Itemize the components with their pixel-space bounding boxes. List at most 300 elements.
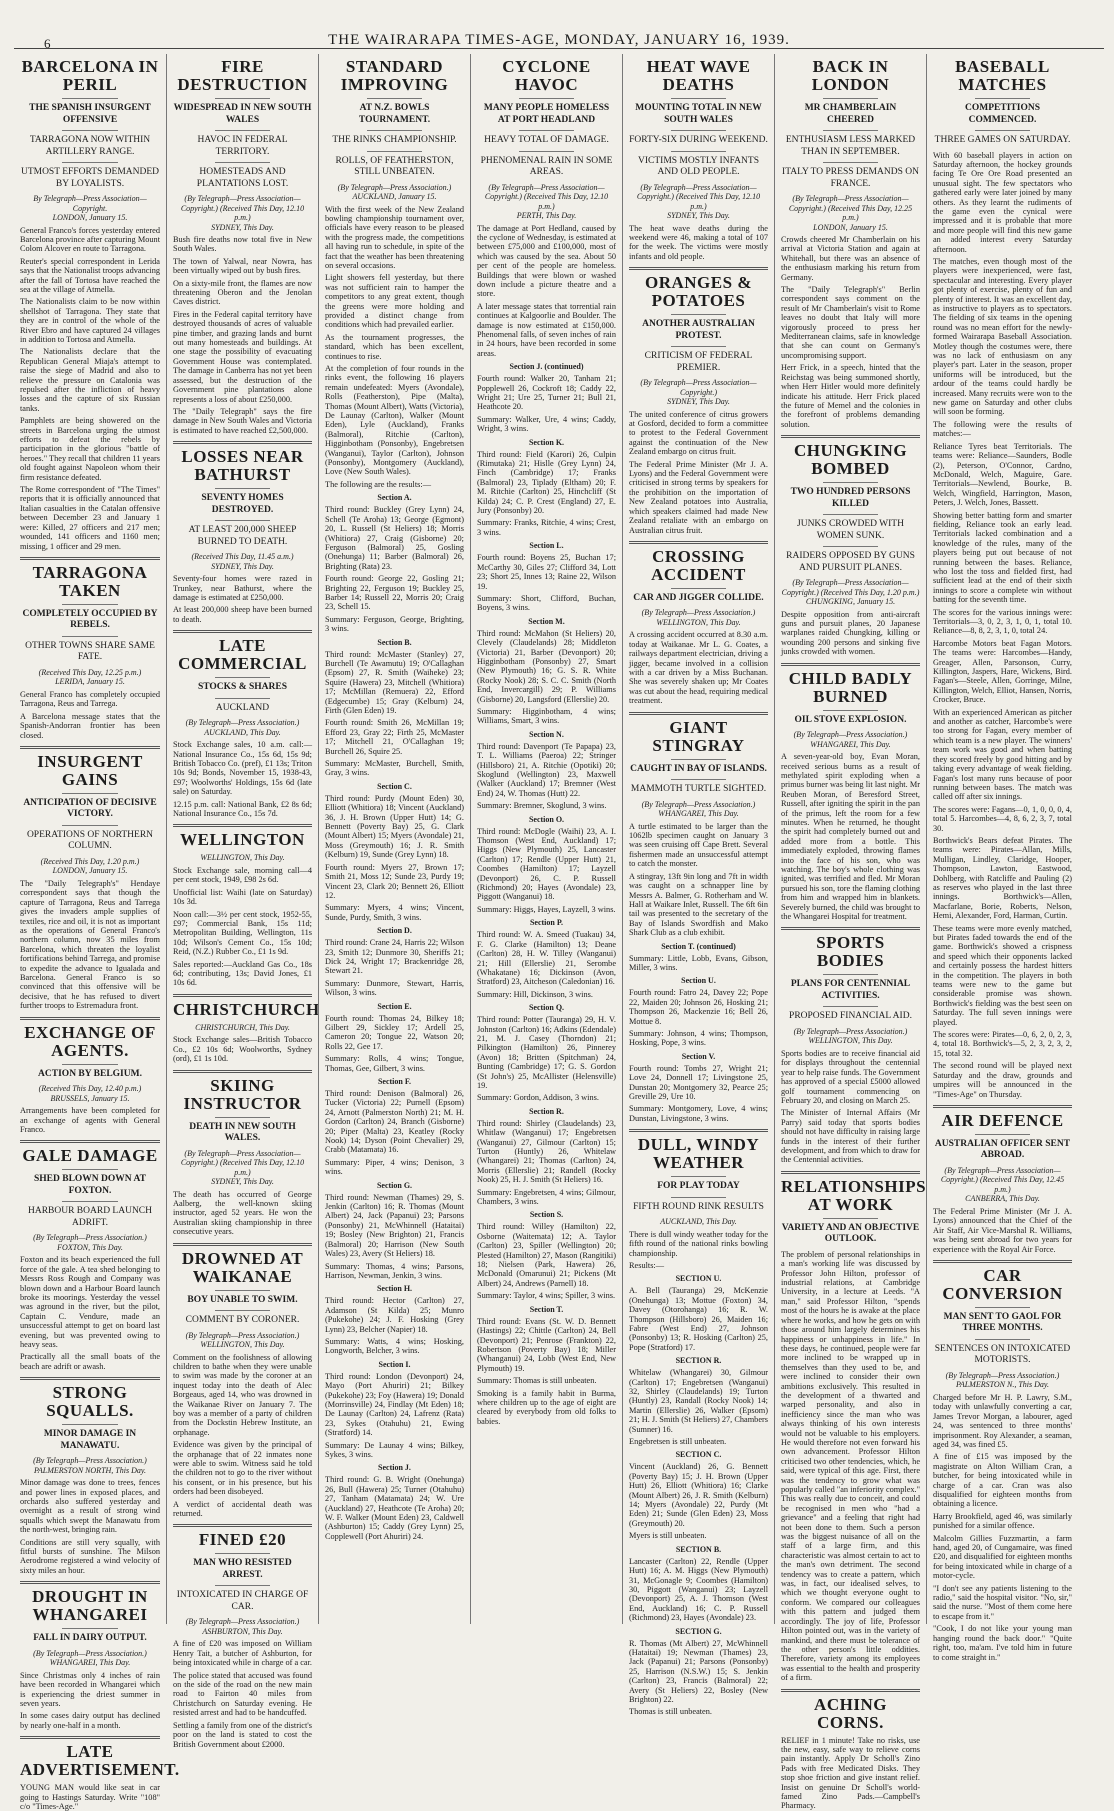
deck-rule [823,1218,879,1219]
wire-credit: (By Telegraph—Press Association.) [793,1026,908,1036]
deck-rule [671,1197,727,1198]
article-paragraph: Fourth round: George 22, Gosling 21; Brighting 22, Ferguson 19; Buckley 25, Barber 14; Russell 22, Morris 20; Craig 23, Schell 15. [325,574,464,612]
article-deck: TWO HUNDRED PERSONS KILLED [790,487,911,509]
article-paragraph: A fine of £20 was imposed on William Henry Tait, a butcher of Ashburton, for being intoxicated while in charge of a car. [173,1639,312,1668]
article-paragraph: Harry Brookfield, aged 46, was similarly punished for a similar offence. [933,1511,1072,1531]
article-deck: AUSTRALIAN OFFICER SENT ABROAD. [934,1138,1071,1161]
article [629,267,768,535]
article-paragraph: At least 200,000 sheep have been burned to death. [173,605,312,624]
deck-rule [215,1585,271,1586]
article-paragraph: Summary: Ferguson, George, Brighting, 3 wins. [325,614,464,634]
article-paragraph: Unofficial list: Waihi (late on Saturday) 10s 3d. [173,887,312,907]
article-headline: CHRISTCHURCH [173,999,320,1019]
deck-rule [671,151,727,152]
section-heading: SECTION G. [675,1626,722,1636]
article-paragraph: A stingray, 13ft 9in long and 7ft in width was caught on a schnapper line by Messrs A. Balmer, G. Rotherham and W. Hall at Waikare Inlet, Russell. The 6ft 6in tail was presented to the secretary of the Bay of Islands Swordfish and Mako Shark Club as a club exhibit. [629,871,768,938]
article-paragraph: The "Daily Telegraph's" Berlin correspondent says comment on the result of Mr Chamberlain's visit to Rome leaves no doubt that Italy will more vigorously proceed to press her Mediterranean claims, safe in knowledge that she can count on Germany's uncompromising support. [781,285,920,360]
article-deck: RAIDERS OPPOSED BY GUNS AND PURSUIT PLANES. [786,551,915,573]
article-paragraph: Minor damage was done to trees, fences and power lines in exposed places, and orchards also suffered yesterday and overnight as a result of strong wind squalls which swept the Manawatu from the north-west, bringing rain. [20,1478,160,1535]
section-heading: Section J. (continued) [509,362,584,372]
article-paragraph: Summary: Piper, 4 wins; Denison, 3 wins. [325,1157,464,1177]
article [629,1450,768,1540]
dateline: AUCKLAND, January 15. [352,192,437,201]
article [629,1129,768,1270]
article-paragraph: The death has occurred of George Aalberg, the well-known skiing instructor, aged 52 years. He won the Australian skiing championship in three consecutive years. [173,1189,312,1237]
article-paragraph: Summary: Montgomery, Love, 4 wins; Dunstan, Livingstone, 3 wins. [629,1104,768,1123]
wire-credit: (By Telegraph—Press Association.) [185,1330,300,1340]
article-paragraph: The town of Yalwal, near Nowra, has been virtually wiped out by bush fires. [173,256,312,276]
article-paragraph: Vincent (Auckland) 26, G. Bennett (Poverty Bay) 15; J. H. Brown (Upper Hutt) 26, Elliott (Whitiora) 16; Clarke (Mount Albert) 26, J. R. Smith (Kelburn) 14; Myers (Avondale) 22, Purdy (Mt Eden) 21; Sunde (Glen Eden) 23, Moss (Greymouth) 20. [629,1462,768,1528]
section-heading: SECTION U. [675,1274,722,1284]
article [20,1581,160,1730]
deck-rule [215,488,271,489]
section-heading: Section G. [376,1180,413,1190]
article [629,1356,768,1446]
article-paragraph: Summary: Franks, Ritchie, 4 wins; Crest, 3 wins. [477,518,616,537]
article [20,1017,160,1135]
dateline: AUCKLAND, This Day. [204,727,281,737]
deck-rule [215,1290,271,1291]
wire-credit: (By Telegraph—Press Association.) [185,1617,300,1627]
article [477,58,616,358]
article-deck: COMMENT BY CORONER. [185,1315,300,1326]
dateline: SYDNEY, This Day. [211,1177,274,1186]
article-paragraph: Third round: McMaster (Stanley) 27, Burchell (Te Awamutu) 19; O'Callaghan (Epsom) 27, R. Smith (Waiheke) 23; Squire (Hawera) 23, Mitchell (Whitiora) 17; McMillan (Remuera) 22, Efford (Edgecumbe) 15; Gray (Kelburn) 24, Firth (Glen Eden) 19. [325,649,464,715]
article [477,918,616,999]
dateline: CANBERRA, This Day. [965,1194,1040,1204]
article-deck: ACTION BY BELGIUM. [38,1068,142,1079]
article-paragraph: Fourth round: Walker 20, Tanham 21; Popplewell 26, Cockroft 18; Caddy 22, Wright 21; Ure 25, Turner 21; Bull 21, Heathcote 20. [477,374,616,412]
news-column [318,54,470,1624]
article-paragraph: Light showers fell yesterday, but there was not sufficient rain to hamper the competitors to any great extent, though the greens were more holding and provided a distinct change from conditions which had prevailed earlier. [325,273,464,330]
article-paragraph: Third round: Buckley (Grey Lynn) 24, Schell (Te Aroha) 13; George (Egmont) 20, L. Russell (St Heliers) 18; Morris (Whitiora) 27, Craig (Gisborne) 20; Ferguson (Balmoral) 25, Gosling (Onehunga) 11; Barber (Balmoral) 26, Brighting (Rata) 23. [325,505,464,571]
article-paragraph: Bush fire deaths now total five in New South Wales. [173,235,312,254]
article [325,782,464,922]
deck-rule [975,1339,1031,1340]
article [629,541,768,706]
article-paragraph: Summary: Watts, 4 wins; Hosking, Longworth, Belcher, 3 wins. [325,1336,464,1356]
article-divider [629,1129,768,1132]
deck-rule [62,1628,118,1629]
article-headline: DROWNED AT WAIKANAE [181,1248,304,1286]
article-paragraph: The "Daily Telegraph's" Hendaye correspondent says that though the capture of Tarragona, Reus and Tarrega gives the invaders ample supplies of textiles, rice and oil, it is not as important as the operations of General Franco's northern column, now 35 miles from Barcelona, which threaten the loyalist fortifications behind Tarrega, and promise to expedite the advance to Igualada and Barcelona. General Franco is so convinced that this offensive will be decisive, that he has refused to divert further troops to Estremadura front. [20,878,160,1011]
article [629,58,768,261]
deck-rule [367,98,423,99]
article-paragraph: Charged before Mr H. P. Lawry, S.M., today with unlawfully converting a car, James Trevor Morgan, a labourer, aged 24, was sentenced to three months' imprisonment. Roy Alexander, a seaman, aged 34, was fined £5. [933,1392,1072,1449]
masthead-rule [14,48,1104,49]
article-paragraph: Third round: Denison (Balmoral) 26, Tucker (Victoria) 22; Purnell (Epsom) 24, Arnott (Palmerston North) 21; M. H. Gordon (Carlton) 24, Branch (Gisborne) 20; Piper (Malta) 23, Keatley (Rocky Nook) 14; Dyson (Point Chevalier) 29, Crabb (Matamata) 16. [325,1089,464,1155]
wire-credit: (By Telegraph—Press Association.) [945,1370,1060,1380]
deck-rule [823,546,879,547]
deck-rule [62,162,118,163]
dateline: LONDON, January 15. [813,222,888,232]
article-paragraph: The Federal Prime Minister (Mr J. A. Lyons) announced that the Chief of the Air Staff, Air Vice-Marshal R. Williams, was being sent abroad for two years for experience with the Royal Air Force. [933,1206,1072,1254]
article-deck: FALL IN DAIRY OUTPUT. [33,1633,147,1644]
article-paragraph: The "Daily Telegraph" says the fire damage in New South Wales and Victoria is estimated to have reached £2,500,000. [173,406,312,435]
article-deck: ROLLS, OF FEATHERSTON, STILL UNBEATEN. [335,155,454,177]
article-headline: CAR CONVERSION [942,1265,1063,1303]
news-column [470,54,622,1624]
dateline: PERTH, This Day. [516,211,577,220]
article-paragraph: Herr Frick, in a speech, hinted that the Reichstag was being summoned shortly, when Herr Hitler would more definitely indicate his attitude. Herr Frick placed the future of Memel and the colonies in the forefront of problems demanding solution. [781,363,920,429]
deck-rule [975,98,1031,99]
article [325,58,464,489]
article-paragraph: Stock Exchange sales, 10 a.m. call:—National Insurance Co., 15s 6d, 15s 9d; British Tobacco Co. (pref), £1 13s; Triton 10s 9d; Bonds, November 15, 1938-43, £97; Woolworths' Holdings, 15s 6d (late sale) on Saturday. [173,740,312,797]
article-deck: TARRAGONA NOW WITHIN ARTILLERY RANGE. [29,135,151,157]
article-deck: CRITICISM OF FEDERAL PREMIER. [644,351,753,373]
article-paragraph: Third round: McMahon (St Heliers) 20, Clevely (Claudelands) 28; Middleton (Victoria) 21, Barber (Devonport) 20; Higginbotham (Ponsonby) 27, Smart (New Plymouth) 16; G. S. R. White (Rocky Nook) 28; S. C. C. Smith (North End, Invercargill) 29; P. Williams (Gisborne) 20, Langsford (Ellerslie) 20. [477,628,616,704]
article [629,1545,768,1623]
article-paragraph: The united conference of citrus growers at Gosford, decided to form a committee to protest to the Federal Government against the continuation of the New Zealand embargo on citrus fruit. [629,409,768,457]
article-headline: SPORTS BODIES [816,933,885,971]
article-paragraph: Myers is still unbeaten. [629,1531,707,1541]
article [933,1105,1072,1254]
article-paragraph: Summary: Taylor, 4 wins; Spiller, 3 wins. [477,1291,616,1301]
article-paragraph: Since Christmas only 4 inches of rain have been recorded in Whangarei which is experiencing the driest summer in seven years. [20,1670,160,1708]
section-heading: Section R. [529,1106,564,1116]
article-paragraph: Summary: Higgs, Hayes, Layzell, 3 wins. [477,904,616,914]
article-paragraph: Third round: Crane 24, Harris 22; Wilson 23, Smith 12; Dunmore 30, Sheriffs 21; Dick 24, Wright 17; Brackenridge 28, Stewart 21. [325,938,464,976]
article [20,1377,160,1575]
article [477,1210,616,1300]
article-headline: GIANT STINGRAY [652,717,745,755]
section-heading: Section S. [529,1210,564,1220]
article-deck: SEVENTY HOMES DESTROYED. [201,493,284,515]
article-paragraph: These teams were more evenly matched, but Pirates faded towards the end of the game. Borthwick's showed a crispness and speed which their opponents lacked and certainly possess the hardest hitters in the competition. The players in both teams were new to the game but considerable promise was shown. Borthwick's fielding was the best seen on Saturday. The full seven innings were played. [933,923,1072,1027]
article-headline: WELLINGTON [180,830,305,850]
article-paragraph: 12.15 p.m. call: National Bank, £2 8s 6d; National Insurance Co., 15s 7d. [173,799,312,818]
page-number: 6 [44,36,51,51]
article-deck: HOMESTEADS AND PLANTATIONS LOST. [196,167,289,189]
article-headline: BARCELONA IN PERIL [21,57,159,94]
newspaper-columns [14,54,1104,1811]
section-heading: Section D. [377,926,412,936]
article [477,541,616,612]
section-heading: Section E. [377,1001,412,1011]
deck-rule [671,346,727,347]
section-heading: Section I. [378,1359,411,1369]
article-divider [781,1171,920,1174]
deck-rule [215,162,271,163]
article [325,1360,464,1460]
article-headline: BACK IN LONDON [811,57,890,94]
section-heading: Section V. [681,1051,716,1061]
article [325,638,464,778]
article-deck: SHED BLOWN DOWN AT FOXTON. [34,1174,146,1196]
article-deck: FIFTH ROUND RINK RESULTS [633,1201,764,1212]
article [781,927,920,1164]
article-headline: RELATIONSHIPS AT WORK [781,1176,927,1214]
article-deck: WIDESPREAD IN NEW SOUTH WALES [173,103,312,125]
section-heading: Section J. [378,1463,411,1473]
deck-rule [975,1307,1031,1308]
wire-credit: (By Telegraph—Press Association.) [641,799,756,809]
article-divider [781,435,920,438]
article-paragraph: Evidence was given by the principal of the orphanage that of 22 inmates none were able to swim. Witness said he told the children not to go to the river without his consent, or in his presence, but his orders had been disobeyed. [173,1440,312,1497]
article [477,362,616,433]
article [325,1284,464,1355]
deck-rule [823,482,879,483]
article-paragraph: Third round: Davenport (Te Papapa) 23, T. L. Williams (Paeroa) 22; Stringer (Hillsboro) 21, A. Ritchie (Opotiki) 20; Skoglund (Wellington) 23, Maxwell (Walker (Auckland) 17; Bremner (West End) 24, W. Thomas (Hutt) 22. [477,741,616,798]
deck-rule [367,130,423,131]
article [325,1077,464,1177]
article-paragraph: Summary: Engebretsen, 4 wins; Gilmour, Chambers, 3 wins. [477,1187,616,1207]
article-divider [20,746,160,749]
deck-rule [823,130,879,131]
article-headline: DULL, WINDY WEATHER [637,1135,760,1173]
article-headline: CYCLONE HAVOC [502,57,591,94]
article-divider [173,441,312,444]
article [20,557,160,740]
wire-credit: (By Telegraph—Press Association—Copyright.) (Received This Day, 12.45 p.m.) [940,1165,1065,1194]
article-paragraph: On a sixty-mile front, the flames are now threatening Oberon and the Jenolan Caves district. [173,278,312,307]
section-heading: SECTION C. [675,1450,722,1460]
article-headline: ACHING CORNS. [814,1694,887,1732]
wire-credit: (Received This Day, 1.20 p.m.) [40,856,140,866]
wire-credit: (By Telegraph—Press Association.) [33,1456,147,1466]
dateline: CHRISTCHURCH, This Day. [195,1022,290,1032]
dateline: SYDNEY, This Day. [211,561,274,571]
article [933,58,1072,1099]
article-paragraph: Reuter's special correspondent in Lerida says that the Nationalist troops advancing after the fall of Tortosa have reached the sea at the village of Atmella. [20,256,160,294]
article [325,1181,464,1281]
article-paragraph: Summary: McMaster, Burchell, Smith, Gray, 3 wins. [325,759,464,778]
article [477,617,616,726]
article-divider [20,1017,160,1020]
article [629,1274,768,1352]
article-divider [173,1070,312,1073]
article-headline: CHUNGKING BOMBED [793,441,908,479]
article-divider [781,663,920,666]
article [477,1107,616,1207]
article-paragraph: Summary: Higginbotham, 4 wins; Williams, Smart, 3 wins. [477,706,616,726]
article-paragraph: Summary: Dunmore, Stewart, Harris, Wilson, 3 wins. [325,978,464,998]
article-deck: PLANS FOR CENTENNIAL ACTIVITIES. [790,979,911,1001]
article-paragraph: Third round: Evans (St. W. D. Bennett (Hastings) 22; Chittle (Carlton) 24, Bell (Devonport) 21; Penrose (Frankton) 22, Robertson (Poverty Bay) 18; Miller (Whanganui) 24, Lobb (West End, New Plymouth) 19. [477,1316,616,1373]
article-headline: GALE DAMAGE [22,1146,158,1166]
article-paragraph: The Nationalists declare that the Republican General Miaja's attempt to raise the siege of Madrid and also to relieve the pressure on Catalonia was repulsed after the infliction of heavy losses and the capture of six Russian tanks. [20,347,160,413]
wire-credit: (By Telegraph—Press Association.) [33,1233,147,1243]
article [477,1003,616,1103]
deck-rule [823,514,879,515]
newspaper-title: THE WAIRARAPA TIMES-AGE, MONDAY, JANUARY 16, 1939. [328,32,790,48]
article [173,824,312,987]
article-paragraph: Reliance Tyres beat Territorials. The teams were: Reliance—Saunders, Bodle (2), Peterson, O'Connor, Cardno, McDonald, Welch, Maguire, Gare. Territorials—Newlend, Bourke, B. Welch, Wingfield, Harrington, Mason, Peters, J. Welch, Jones, Bassett. [933,441,1072,508]
dateline: LONDON, January 15. [52,866,128,876]
article-divider [173,1243,312,1246]
article [20,1140,160,1371]
article-paragraph: The problem of personal relationships in a man's working life was discussed by Professor John Hilton, professor of industrial relations, at Cambridge University, in a lecture at Leeds. "A man," said Professor Hilton, "spends most of the hours he is awake at the place where he works, and how he gets on with those around him largely determines his happiness or unhappiness in life." In these days, he continued, people were far more inclined to be wrapped up in themselves than they used to be, and were inclined to consider their own ambitions exclusively. This resulted in the development of a thwarted and warped personality, and also in inefficiency since the man who was always thinking of his own interests would not be valuable to his employers. He would therefore not even forward his own advancement. Professor Hilton criticised two other tendencies, which, he said, were typical of this age. First, there was the tendency to grow what was popularly called "an inferiority complex." This was really due to conceit, and could be recognised in men who "had a grievance" and a feeling that right had not been done to them. Such a person was the biggest nuisance of all on the staff of a large firm, and this characteristic was almost certain to act to the man's own detriment. The second tendency was to create a pattern, which was, in fact, our idealised selves, to which we thought everyone ought to conform. We compared our colleagues with this pattern and judged them accordingly. The joy of life, Professor Hilton pointed out, was in the variety of mankind, and there must be tolerance of the other person's little oddities. Therefore, variety among its employees was essential to the health and prosperity of a firm. [781,1249,920,1683]
section-heading: Section K. [528,437,565,447]
article-paragraph: Stock Exchange sale, morning call—4 per cent stock, 1949, £98 2s 6d. [173,865,312,885]
section-heading: Section N. [529,729,564,739]
article-deck: ANTICIPATION OF DECISIVE VICTORY. [23,797,157,820]
article [477,815,616,915]
article [781,435,920,657]
article [325,1002,464,1073]
article-headline: FIRE DESTRUCTION [177,57,308,94]
article-paragraph: Third round: McDogle (Waihi) 23, A. I. Thomson (West End, Auckland) 17; Higgs (New Plymouth) 25, Lancaster (Carlton) 17; Rendle (Upper Hutt) 21, Coombes (Hamilton) 17; Layzell (Devonport) 26, C. P. Russell (Richmond) 20; Hayes (Avondale) 23, Piggott (Wanganui) 18. [477,826,616,902]
article-headline: ORANGES & POTATOES [645,273,752,311]
article-headline: LATE ADVERTISEMENT. [20,1742,180,1780]
article-deck: MAMMOTH TURTLE SIGHTED. [630,784,767,795]
dateline: LONDON, January 15. [52,213,128,222]
article-paragraph: The second round will be played next Saturday and the draw, grounds and umpires will be announced in the "Times-Age" on Thursday. [933,1061,1072,1099]
dateline: WHANGAREI, This Day. [49,1658,131,1668]
wire-credit: (Received This Day, 12.40 p.m.) [38,1084,142,1094]
article-paragraph: General Franco has completely occupied Tarragona, Reus and Tarrega. [20,689,160,709]
section-heading: Section L. [529,541,564,551]
article-paragraph: Summary: Little, Lobb, Evans, Gibson, Miller, 3 wins. [629,953,768,972]
article-divider [20,1377,160,1380]
article-headline: FINED £20 [198,1530,287,1550]
section-heading: Section C. [377,781,412,791]
deck-rule [671,1176,727,1177]
article-paragraph: Conditions are still very squally, with fitful bursts of sunshine. The Milson Aerodrome registered a wind velocity of sixty miles an hour. [20,1537,160,1575]
article-paragraph: Third round: Potter (Tauranga) 29, H. V. Johnston (Carlton) 16; Adkins (Edendale) 21, M. J. Casey (Thorndon) 21; Pilkington (Hamilton) 26, Pinnerey (Avon) 18; Britten (Spitchman) 24, Bunting (Cambridge) 17; G. S. Gordon (St John's) 25, McAllister (Helensville) 19. [477,1015,616,1090]
article-headline: DROUGHT IN WHANGAREI [32,1587,148,1625]
article-deck: OPERATIONS OF NORTHERN COLUMN. [26,829,154,852]
article-paragraph: RELIEF in 1 minute! Take no risks, use the new, easy, safe way to relieve corns pain instantly. Apply Dr Scholl's Zino Pads with free Medicated Disks. They stop shoe friction and give instant relief. Insist on genuine Dr Scholl's world-famed Zino Pads.—Campbell's Pharmacy. [781,1735,920,1811]
article-deck: COMPETITIONS COMMENCED. [965,103,1040,125]
article-paragraph: "Cook, I do not like your young man hanging round the back door." "Quite right, too, ma'am. I've told him in future to come straight in." [933,1624,1072,1662]
wire-credit: (Received This Day, 12.25 p.m.) [38,667,142,677]
article-paragraph: Third round: Hector (Carlton) 27, Adamson (St Kilda) 25; Munro (Pukekohe) 24; J. F. Hosking (Grey Lynn) 23, Belcher (Napier) 18. [325,1296,464,1334]
deck-rule [62,825,118,826]
dateline: ASHBURTON, This Day. [202,1626,283,1636]
dateline: WELLINGTON, This Day. [200,853,285,863]
article-paragraph: The Minister of Internal Affairs (Mr Parry) said today that sports bodies should not have difficulty in raising large funds in the interest of their further development, and from which to draw for the Centennial activities. [781,1108,920,1165]
article-deck: THE RINKS CHAMPIONSHIP. [332,135,457,145]
article-paragraph: As the tournament progresses, the standard, which has been excellent, continues to rise. [325,332,464,361]
article-headline: STRONG SQUALLS. [46,1383,134,1421]
section-heading: SECTION R. [675,1356,722,1366]
article-paragraph: Pamphlets are being showered on the streets in Barcelona urging the utmost efforts to defeat the rebels by participation in the glorious "battle of heroes." They recall that children 11 years old fought against Napoleon whom their firm resistance defeated. [20,416,160,482]
article-deck: MAN SENT TO GAOL FOR THREE MONTHS. [943,1311,1062,1334]
article-paragraph: A seven-year-old boy, Evan Moran, received serious burns as a result of methylated spirit exploding when a primus burner was being lit last night. Mr Reuben Moran, of Beresford Street, Russell, after igniting the spirit in the pan of the primus, left the room for a few minutes. When he returned, he thought the spirit had completely burned out and added more from a bottle. This immediately exploded, throwing flames into the face of his son, who was watching. The boy's whole clothing was ignited, was terrified and fled. Mr Moran pursued his son, tore the flaming clothing from him and wrapped him in blankets. Severely burned, the child was brought to the Whangarei Hospital for treatment. [781,752,920,922]
deck-rule [367,151,423,152]
deck-rule [215,1117,271,1118]
article-headline: HEAT WAVE DEATHS [646,57,751,94]
article [173,994,320,1064]
article-paragraph: The scores were: Pirates—0, 6, 2, 0, 2, 3, 4, total 18. Borthwick's—5, 2, 3, 2, 3, 2, 15, total 32. [933,1030,1072,1058]
article-paragraph: At the completion of four rounds in the rinks event, the following 16 players remain undefeated: Myers (Avondale), Rolls (Featherston), Pipe (Malta), Thomas (Mount Albert), Watts (Victoria), De Launay (Carlton), Walker (Mount Eden), Lyle (Auckland), Franks (Balmoral), Ritchie (Carlton), Higginbotham (Ponsonby), Engebretsen (Wanganui), Taylor (Carlton), Johnson (Ponsonby), Montgomery (Auckland), Love (New South Wales). [325,364,464,477]
article-headline: INSURGENT GAINS [37,751,143,789]
deck-rule [62,98,118,99]
article-paragraph: The heat wave deaths during the weekend were 46, making a total of 107 for the week. The victims were mostly infants and old people. [629,223,768,261]
article-paragraph: With an experienced American as pitcher and another as catcher, Harcombe's were too strong for Fagan, every member of which team is a new player. The winners' team work was good and when batting they scored freely by good hitting and by taking every advantage of weak fielding. Fagan's lost many runs because of poor running between bases. The match was called off after six innings. [933,707,1072,802]
deck-rule [62,636,118,637]
article-paragraph: Sales reported:—Auckland Gas Co., 18s 6d; contributing, 13s; David Jones, £1 10s 6d. [173,959,312,988]
article-paragraph: Fourth round: Myers 27, Brown 17; Smith 21, Moss 12; Sunde 23, Purdy 19; Vincent 23, Clark 20; Bennett 26, Elliott 12. [325,862,464,900]
article-divider [933,1105,1072,1108]
article-paragraph: Third round: G. B. Wright (Onehunga) 26, Bull (Hawera) 25; Turner (Otahuhu) 27, Tanham (Matamata) 24; W. Ure (Auckland) 27, Heathcote (Te Aroha) 20; W. F. Walker (Mount Eden) 23, Caldwell (Ashburton) 15; Caddy (Grey Lynn) 25, Copplewell (Port Ahuriri) 24. [325,1475,464,1541]
wire-credit: (By Telegraph—Press Association.) [337,182,452,192]
article-divider [20,1581,160,1584]
article-paragraph: Fires in the Federal capital territory have destroyed thousands of acres of valuable pine timber, and grazing lands and burnt out many homesteads and buildings. At one stage the possibility of evacuating Government House was contemplated. The damage in Canberra has not yet been assessed, but the destruction of the Government pine plantations alone represents a loss of about £250,000. [173,309,312,404]
article-paragraph: A crossing accident occurred at 8.30 a.m. today at Waikanae. Mr L. G. Coates, a railways department electrician, driving a jigger, became involved in a collision with a car driven by a Miss Buchanan. She was severely shaken up; Mr Coates was cut about the head, requiring medical treatment. [629,630,768,706]
article-paragraph: Sports bodies are to receive financial aid for displays throughout the centennial year to help raise funds. The Government has approved of a special £5000 allowed golf tournament commencing on February 20, and closing on March 25. [781,1048,920,1105]
deck-rule [215,1553,271,1554]
article-paragraph: Lancaster (Carlton) 22, Rendle (Upper Hutt) 16; A. M. Higgs (New Plymouth) 31, McGonagle 9; Coombes (Hamilton) 30, Piggott (Wanganui) 23; Layzell (Devonport) 25, A. J. Thomson (West End, Auckland) 16; C. P. Russell (Richmond) 23, Hayes (Avondale) 23. [629,1556,768,1623]
wire-credit: (By Telegraph—Press Association—Copyright.) (Received This Day, 12.10 p.m.) [180,1148,305,1177]
dateline: SYDNEY, This Day. [667,397,730,407]
news-column [926,54,1078,1662]
news-column [622,54,774,1717]
section-heading: Section A. [377,493,412,503]
article-paragraph: Noon call:—3½ per cent stock, 1952-55, £97; Commercial Bank, 15s 11d; Metropolitan Building, Wellington, 11s 10d; Wilson's Cement Co., 15s 10d; Reid, (N.Z.) Rubber Co., £1 1s 9d. [173,909,312,957]
wire-credit: (By Telegraph—Press Association—Copyright.) (Received This Day, 12.10 p.m.) [180,194,305,222]
article-headline: CHILD BADLY BURNED [788,668,913,706]
deck-rule [823,98,879,99]
article-deck: OIL STOVE EXPLOSION. [794,714,907,725]
article [629,1052,768,1123]
deck-rule [519,151,575,152]
article-deck: STOCKS & SHARES [197,682,288,693]
article-paragraph: The Nationalists claim to be now within shellshot of Tarragona. They state that they are in control of the whole of the River Ebro and have captured 24 villages in addition to Tortosa and Atmella. [20,297,160,344]
article-deck: OTHER TOWNS SHARE SAME FATE. [25,640,155,663]
article-deck: DEATH IN NEW SOUTH WALES. [189,1121,296,1143]
article-divider [781,927,920,930]
article [629,712,768,938]
section-heading: Section M. [528,616,565,626]
article-headline: BASEBALL MATCHES [955,57,1050,94]
article-deck: PROPOSED FINANCIAL AID. [789,1011,912,1022]
article-paragraph: A. Bell (Tauranga) 29, McKenzie (Onehunga) 13; Mottue (Foxton) 34, Davey (Otorohanga) 16; R. W. Thompson (Hillsboro) 26, Maiden 16; Fabre (West End) 27, Johnson (Ponsonby) 13; R. Hosking (Carlton) 25, Pope (Stratford) 17. [629,1286,768,1352]
wire-credit: (By Telegraph—Press Association—Copyright.) (Received This Day, 12.25 p.m.) [788,194,913,222]
dateline: WELLINGTON, This Day. [808,1036,893,1046]
article [781,1171,927,1683]
article-paragraph: Third round: Shirley (Claudelands) 23, Whitlaw (Wanganui) 17; Engebretsen (Wanganui) 27, Gilmour (Carlton) 15; Turton (Huntly) 26, Whitelaw (Whangarei) 21; Thomas (Carlton) 24, Morris (Ellerslie) 21; Randell (Rocky Nook) 25, H. J. Smith (St Heliers) 16. [477,1118,616,1185]
article-deck: THREE GAMES ON SATURDAY. [934,135,1071,145]
wire-credit: (By Telegraph—Press Association.) [641,608,756,618]
deck-rule [62,604,118,605]
article-deck: PHENOMENAL RAIN IN SOME AREAS. [480,155,613,177]
dateline: PALMERSTON N., This Day. [955,1380,1050,1390]
article-paragraph: Harcombe Motors beat Fagan Motors. The teams were: Harcombes—Handy, Greager, Allen, Parsonson, Curry, Killington, Jaspers, Hare, Wickens, Bird. Fagan's—Steele, Allen, Gorringe, Milne, Killington, Welch, Elliot, Hansen, Norris, Crocker, Bruce. [933,638,1072,705]
article-paragraph: Third round: Newman (Thames) 29, S. Jenkin (Carlton) 16; R. Thomas (Mount Albert) 24, Jack (Papanui) 23; Parsons (Ponsonby) 21, McWhinnell (Hataitai) 19; Bosley (New Brighton) 21, Francis (Balmoral) 20; Harrison (New South Wales) 23, Avery (St Heliers) 18. [325,1192,464,1259]
deck-rule [215,520,271,521]
deck-rule [975,130,1031,131]
article-paragraph: Practically all the small boats of the beach are adrift or awash. [20,1352,160,1371]
article-paragraph: Fourth round: Tombs 27, Wright 21; Love 24, Donnell 17; Livingstone 25, Dunstan 20; Montgomery 32, Pearce 25; Greville 29, Ure 10. [629,1063,768,1101]
article-deck: ITALY TO PRESS DEMANDS ON FRANCE. [782,167,919,189]
section-heading: Section T. [529,1304,564,1314]
article-paragraph: With the first week of the New Zealand bowling championship tournament over, officials have every reason to be pleased with the progress made, the competitions all having run to schedule, in spite of the fact that the weather has been threatening on several occasions. [325,204,464,270]
article [629,976,768,1047]
article-paragraph: The damage at Port Hedland, caused by the cyclone of Wednesday, is estimated at between £75,000 and £100,000, most of which was caused by the sea. About 50 per cent of the people are homeless. Buildings that were blown or washed down include a picture theatre and a store. [477,223,616,299]
deck-rule [671,98,727,99]
article-divider [173,824,312,827]
wire-credit: By Telegraph—Press Association—Copyright. [33,194,147,213]
article-paragraph: In some cases dairy output has declined by nearly one-half in a month. [20,1711,160,1730]
deck-rule [215,1310,271,1311]
article-paragraph: Borthwick's Bears defeat Pirates. The teams were: Pirates—Allan, Mills, Mulligan, Lindley, Claridge, Hooper, Thompson, Lawton, Eastwood, Dohlberg, with Ratcliffe and Pauling (2) as reserves who played in the last three innings. Borthwick's—Allen, Macfarlane, Borie, Roberts, Nelson, Hemi, Alexander, Ford, Harman, Curtin. [933,835,1072,921]
article-paragraph: Summary: De Launay 4 wins; Bilkey, Sykes, 3 wins. [325,1440,464,1459]
article-headline: SKIING INSTRUCTOR [183,1075,302,1113]
wire-credit: (By Telegraph—Press Association.) [793,730,908,740]
dateline: SYDNEY, This Day. [211,222,274,232]
article-paragraph: Summary: Hill, Dickinson, 3 wins. [477,989,593,999]
dateline: WELLINGTON, This Day. [656,617,741,627]
article [20,1736,180,1811]
article-deck: VARIETY AND AN OBJECTIVE OUTLOOK. [781,1222,920,1245]
article [325,926,464,997]
article-deck: MOUNTING TOTAL IN NEW SOUTH WALES [635,103,762,125]
article [781,663,920,922]
article-paragraph: A turtle estimated to be larger than the 1062lb specimen caught on January 3 was seen cruising off Cape Brett. Several fishermen made an unsuccessful attempt to catch the monster. [629,821,768,869]
article-headline: LOSSES NEAR BATHURST [181,447,304,485]
